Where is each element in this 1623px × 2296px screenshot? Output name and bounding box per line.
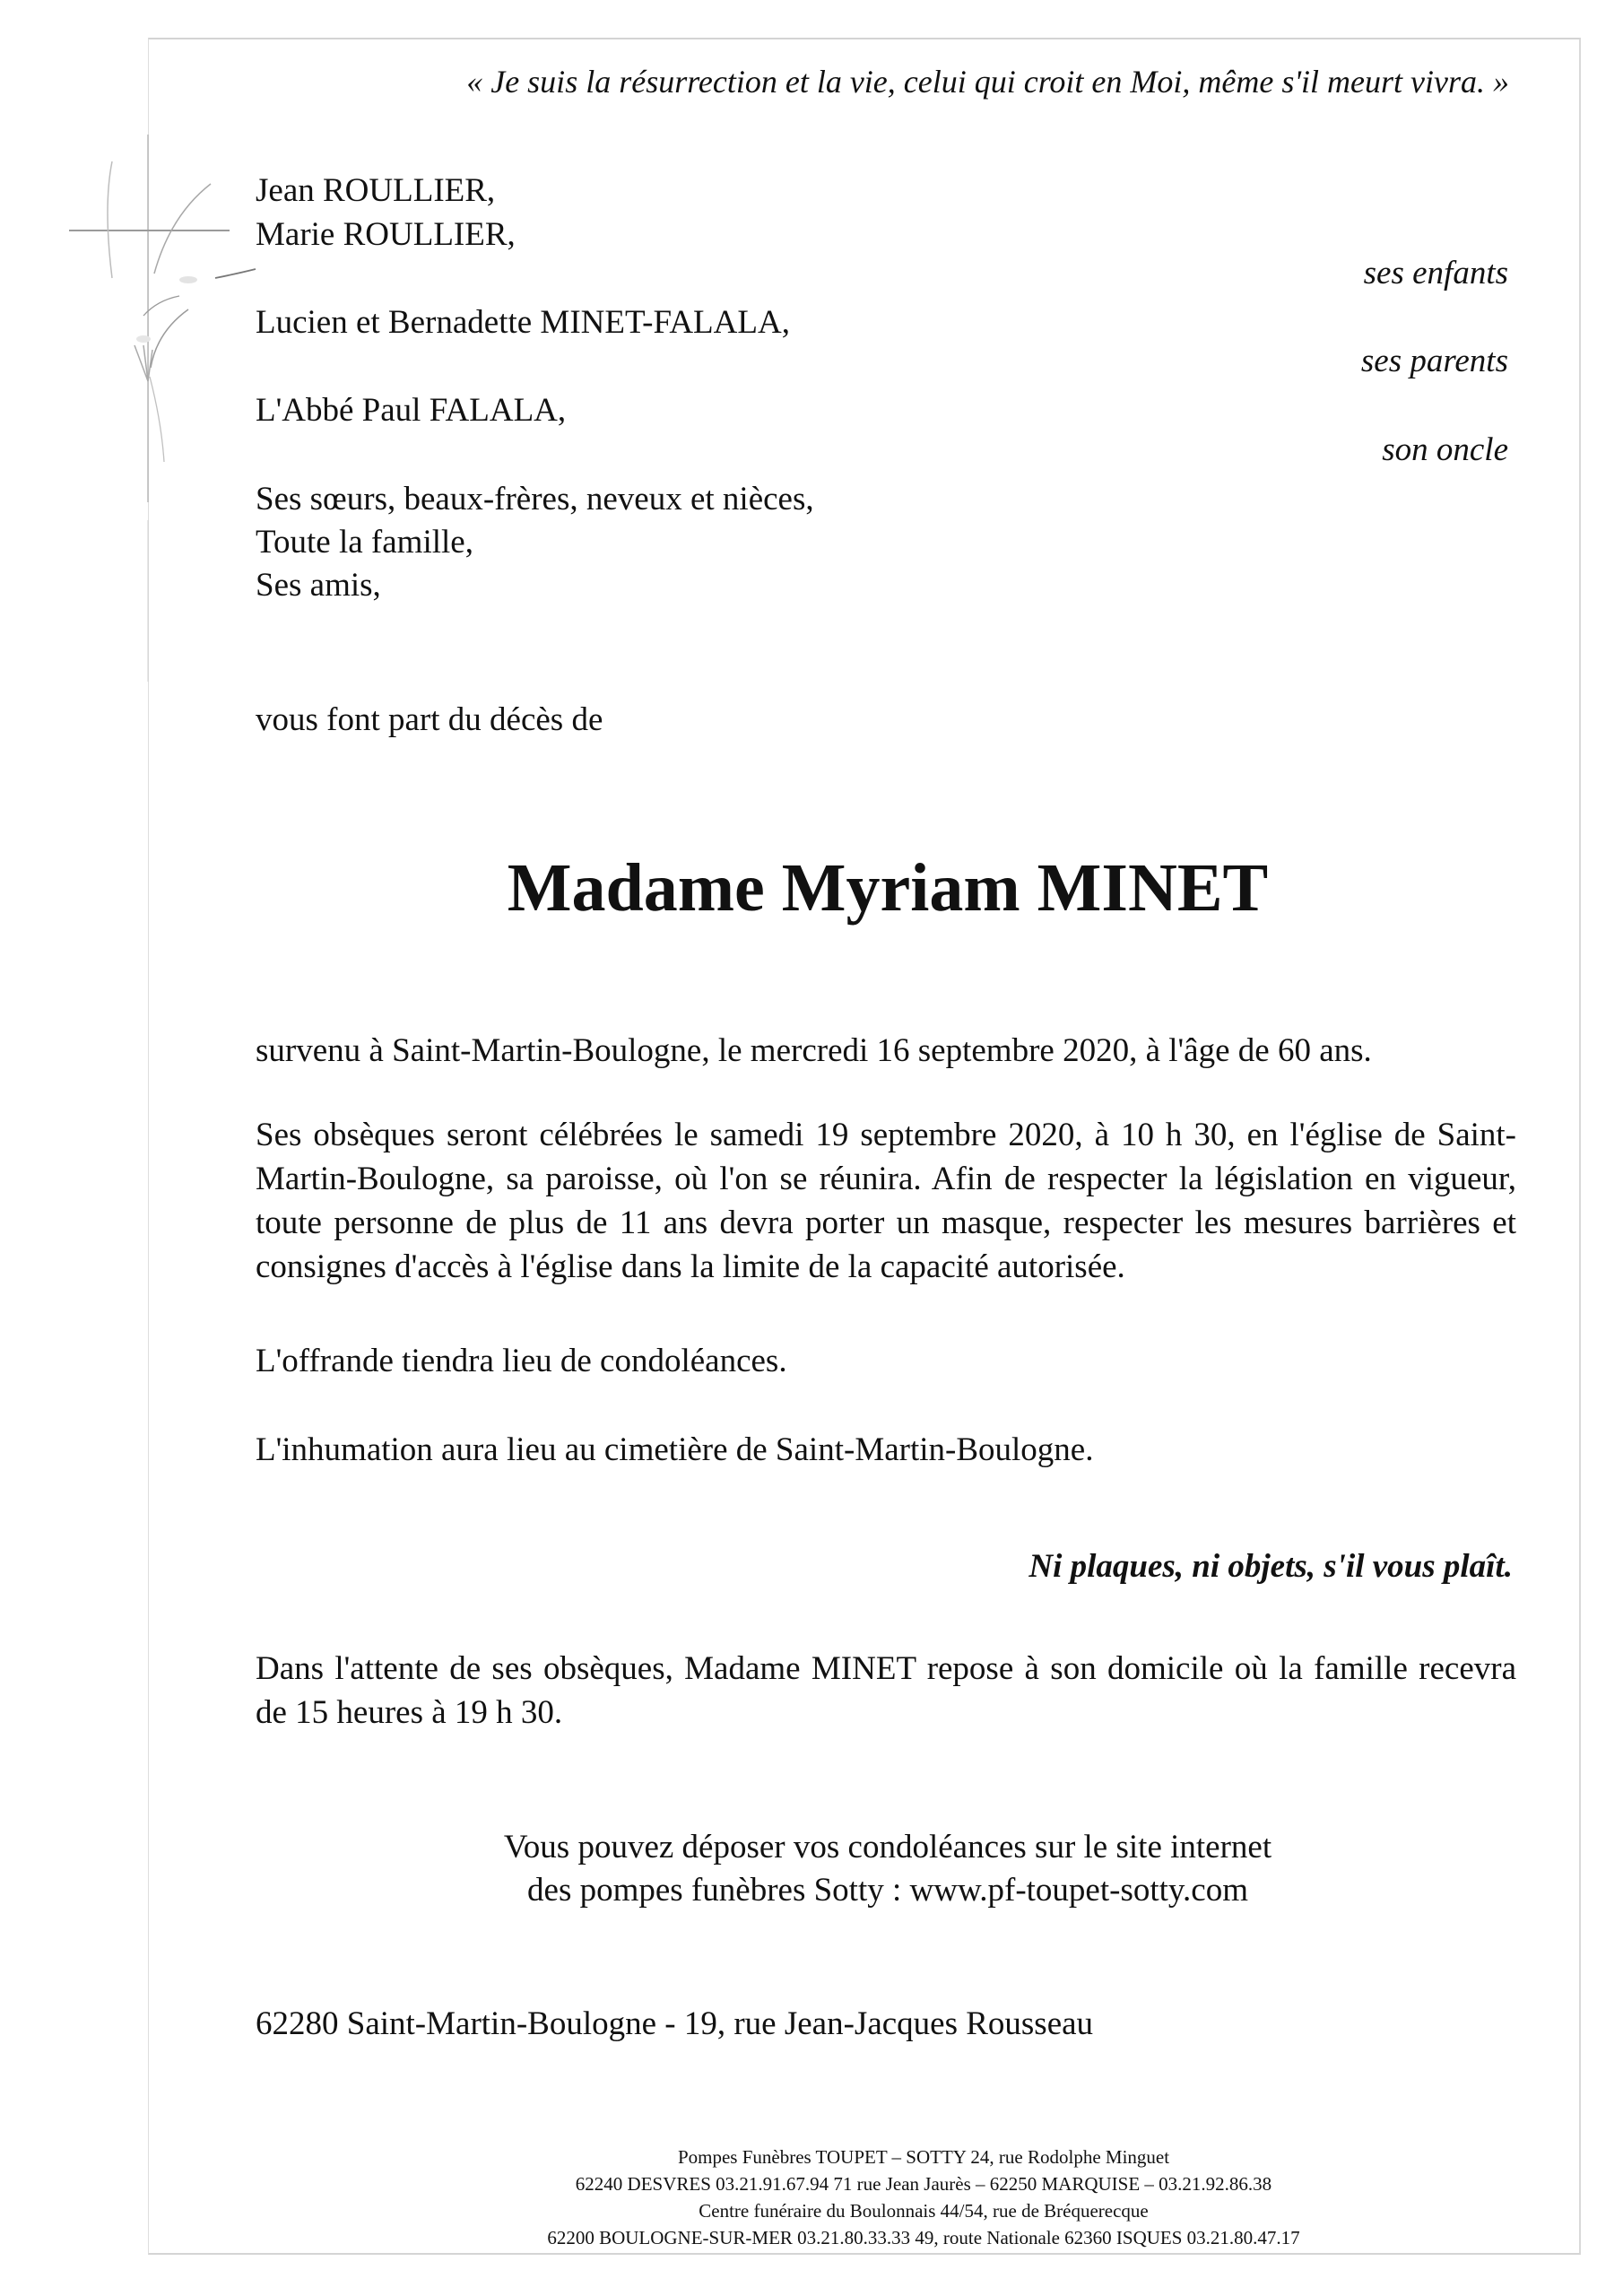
relation-label: ses enfants [1363,255,1508,291]
family-name: L'Abbé Paul FALALA, [256,392,567,429]
offering-text: L'offrande tiendra lieu de condoléances. [256,1343,787,1379]
relation-label: ses parents [1360,343,1508,379]
deceased-name: Madame Myriam MINET [507,850,1269,926]
family-name: Lucien et Bernadette MINET-FALALA, [256,304,790,341]
family-name: Ses sœurs, beaux-frères, neveux et nièces, [256,481,814,517]
footer-line: Pompes Funèbres TOUPET – SOTTY 24, rue Rodolphe Minguet [677,2146,1170,2168]
footer-line: Centre funéraire du Boulonnais 44/54, rue de Bréquerecque [699,2200,1149,2222]
family-name: Marie ROULLIER, [256,216,516,253]
family-name: Toute la famille, [256,524,473,561]
bible-quote: « Je suis la résurrection et la vie, celui qui croit en Moi, même s'il meurt vivra. » [466,64,1509,100]
cross-lily-icon [0,0,269,682]
condolences-block [256,1826,1520,1912]
family-name: Jean ROULLIER, [256,172,496,209]
condolences-website[interactable]: des pompes funèbres Sotty : www.pf-toupet-sotty.com [527,1872,1248,1909]
home-address: 62280 Saint-Martin-Boulogne - 19, rue Jean-Jacques Rousseau [256,2005,1094,2042]
death-details: survenu à Saint-Martin-Boulogne, le mercredi 16 septembre 2020, à l'âge de 60 ans. [256,1032,1372,1069]
relation-label: son oncle [1382,431,1508,468]
condolences-line: Vous pouvez déposer vos condoléances sur le site internet [503,1829,1272,1866]
funeral-paragraph: Ses obsèques seront célébrées le samedi 19 septembre 2020, à 10 h 30, en l'église de Saint-Martin-Boulogne, sa paroisse, où l'on se réunira. Afin de respecter la législation en vigueur, toute personne de plus de 11 ans devra porter un masque, respecter les mesures barrières et consignes d'accès à l'église dans la limite de la capacité autorisée. [256,1117,1516,1285]
viewing-paragraph: Dans l'attente de ses obsèques, Madame MINET repose à son domicile où la famille recevra de 15 heures à 19 h 30. [256,1650,1516,1731]
burial-text: L'inhumation aura lieu au cimetière de Saint-Martin-Boulogne. [256,1431,1094,1468]
footer-line: 62200 BOULOGNE-SUR-MER 03.21.80.33.33 49, route Nationale 62360 ISQUES 03.21.80.47.17 [547,2227,1300,2248]
announcement-text: vous font part du décès de [256,701,603,738]
family-name: Ses amis, [256,567,381,604]
funeral-home-footer [256,2144,1592,2251]
footer-line: 62240 DESVRES 03.21.91.67.94 71 rue Jean Jaurès – 62250 MARQUISE – 03.21.92.86.38 [575,2173,1272,2195]
no-flowers-notice: Ni plaques, ni objets, s'il vous plaît. [1028,1548,1513,1585]
